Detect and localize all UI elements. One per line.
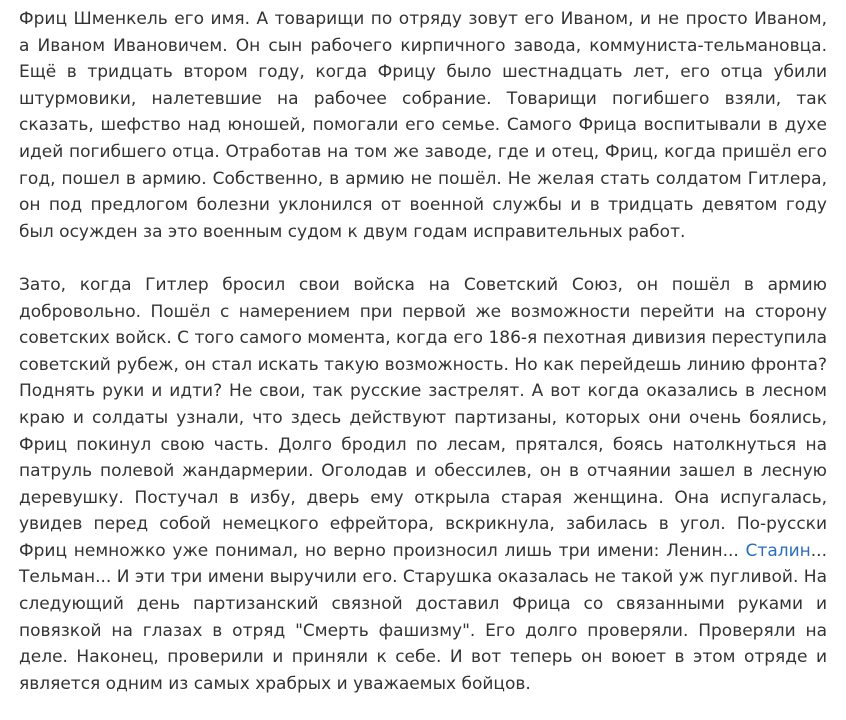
article-text xyxy=(19,6,827,697)
stalin-link[interactable]: Сталин xyxy=(745,540,811,561)
paragraph-2 xyxy=(19,272,827,698)
paragraph-2-text-before-link: Зато, когда Гитлер бросил свои войска на Советский Союз, он пошёл в армию добровольно. Пошёл с намерением при первой же возможности перейти на сторону советских войск. С того самого момента, когда его 186-я пехотная дивизия переступила советский рубеж, он стал искать такую возможность. Но как перейдешь линию фронта? Поднять руки и идти? Не свои, так русские застрелят. А вот когда оказались в лесном краю и солдаты узнали, что здесь действуют партизаны, которых они очень боялись, Фриц покинул свою часть. Долго бродил по лесам, прятался, боясь натолкнуться на патруль полевой жандармерии. Оголодав и обессилев, он в отчаянии зашел в лесную деревушку. Постучал в избу, дверь ему открыла старая женщина. Она испугалась, увидев перед собой немецкого ефрейтора, вскрикнула, забилась в угол. По-русски Фриц немножко уже понимал, но верно произносил лишь три имени: Ленин... xyxy=(19,274,827,561)
paragraph-2-text-after-link: ... Тельман... И эти три имени выручили его. Старушка оказалась не такой уж пугливой. На следующий день партизанский связной доставил Фрица со связанными руками и повязкой на глазах в отряд "Смерть фашизму". Его долго проверяли. Проверяли на деле. Наконец, проверили и приняли к себе. И вот теперь он воюет в этом отряде и является одним из самых храбрых и уважаемых бойцов. xyxy=(19,540,827,694)
paragraph-1: Фриц Шменкель его имя. А товарищи по отряду зовут его Иваном, и не просто Иваном, а Иваном Ивановичем. Он сын рабочего кирпичного завода, коммуниста-тельмановца. Ещё в тридцать втором году, когда Фрицу было шестнадцать лет, его отца убили штурмовики, налетевшие на рабочее собрание. Товарищи погибшего взяли, так сказать, шефство над юношей, помогали его семье. Самого Фрица воспитывали в духе идей погибшего отца. Отработав на том же заводе, где и отец, Фриц, когда пришёл его год, пошел в армию. Собственно, в армию не пошёл. Не желая стать солдатом Гитлера, он под предлогом болезни уклонился от военной службы и в тридцать девятом году был осужден за это военным судом к двум годам исправительных работ. xyxy=(19,9,827,242)
